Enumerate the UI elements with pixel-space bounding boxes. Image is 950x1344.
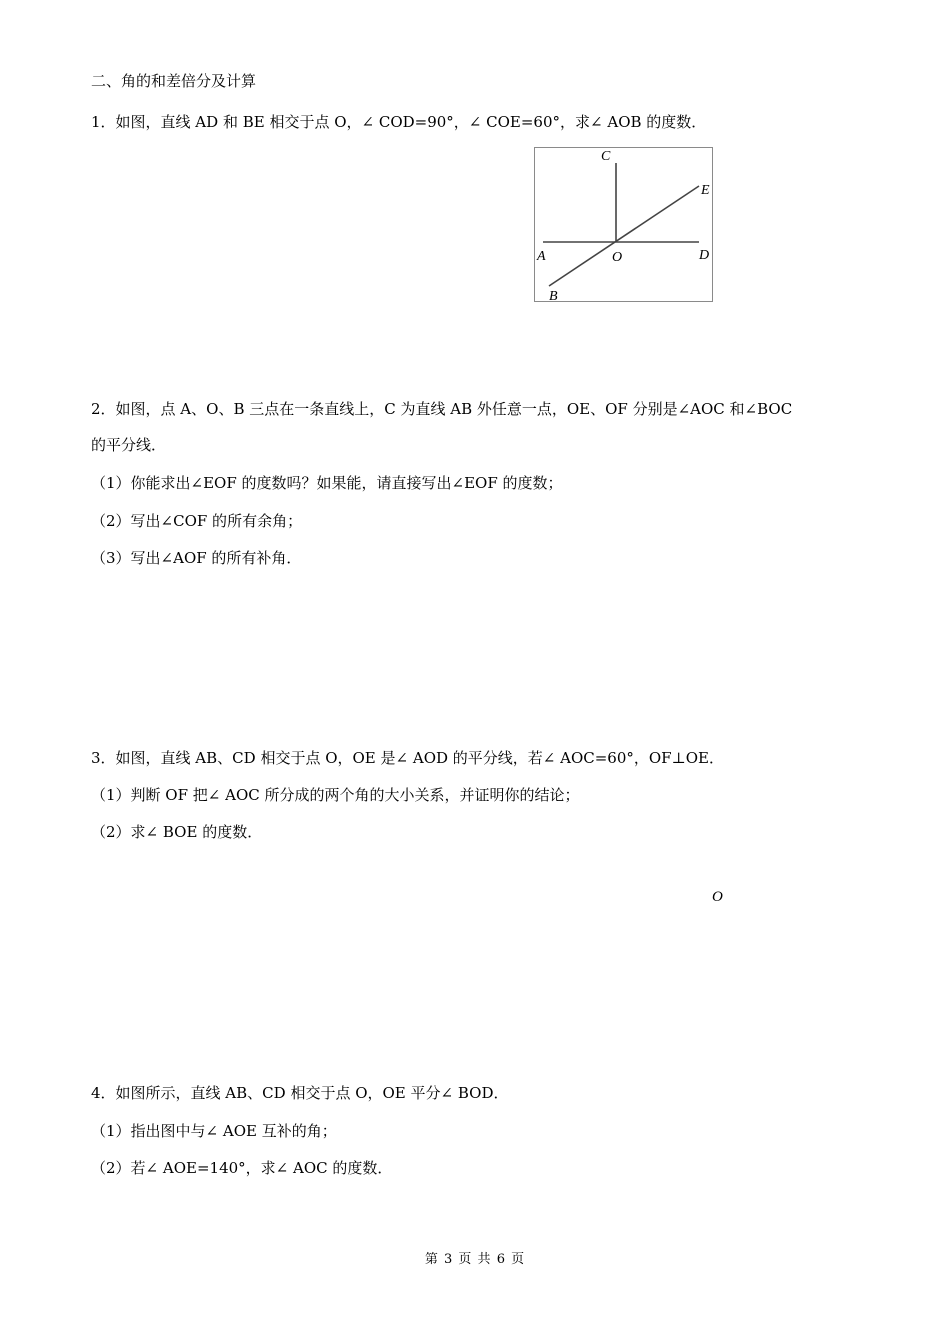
question-3-part-1: （1）判断 OF 把∠ AOC 所分成的两个角的大小关系，并证明你的结论； — [91, 786, 580, 804]
label-b: B — [549, 289, 558, 301]
question-2-text-line1: 2．如图，点 A、O、B 三点在一条直线上，C 为直线 AB 外任意一点，OE、OF 分别是∠AOC 和∠BOC — [91, 400, 793, 418]
question-4-part-1: （1）指出图中与∠ AOE 互补的角； — [91, 1122, 337, 1140]
question-3-part-2: （2）求∠ BOE 的度数． — [91, 823, 263, 841]
label-d: D — [699, 248, 710, 263]
line-be — [549, 186, 699, 286]
question-2-text-line2: 的平分线． — [91, 436, 167, 454]
question-4-text: 4．如图所示，直线 AB、CD 相交于点 O，OE 平分∠ BOD． — [91, 1084, 509, 1102]
label-e: E — [701, 183, 710, 198]
page-footer: 第 3 页 共 6 页 — [424, 1252, 526, 1267]
question-2-part-1: （1）你能求出∠EOF 的度数吗？如果能，请直接写出∠EOF 的度数； — [91, 474, 563, 492]
question-2-part-2: （2）写出∠COF 的所有余角； — [91, 512, 303, 530]
question-1-figure — [534, 147, 713, 302]
question-1-text: 1．如图，直线 AD 和 BE 相交于点 O，∠ COD=90°，∠ COE=60°，求∠ AOB 的度数． — [91, 113, 707, 131]
label-o: O — [612, 250, 623, 265]
section-title: 二、角的和差倍分及计算 — [91, 72, 257, 90]
label-c: C — [601, 149, 611, 164]
question-3-text: 3．如图，直线 AB、CD 相交于点 O，OE 是∠ AOD 的平分线，若∠ AOC=60°，OF⊥OE． — [91, 749, 724, 767]
question-4-part-2: （2）若∠ AOE=140°，求∠ AOC 的度数． — [91, 1159, 393, 1177]
label-a: A — [537, 249, 546, 264]
question-3-figure-label-o: O — [712, 889, 723, 905]
intersecting-lines-diagram — [535, 148, 712, 301]
question-2-part-3: （3）写出∠AOF 的所有补角． — [91, 549, 302, 567]
